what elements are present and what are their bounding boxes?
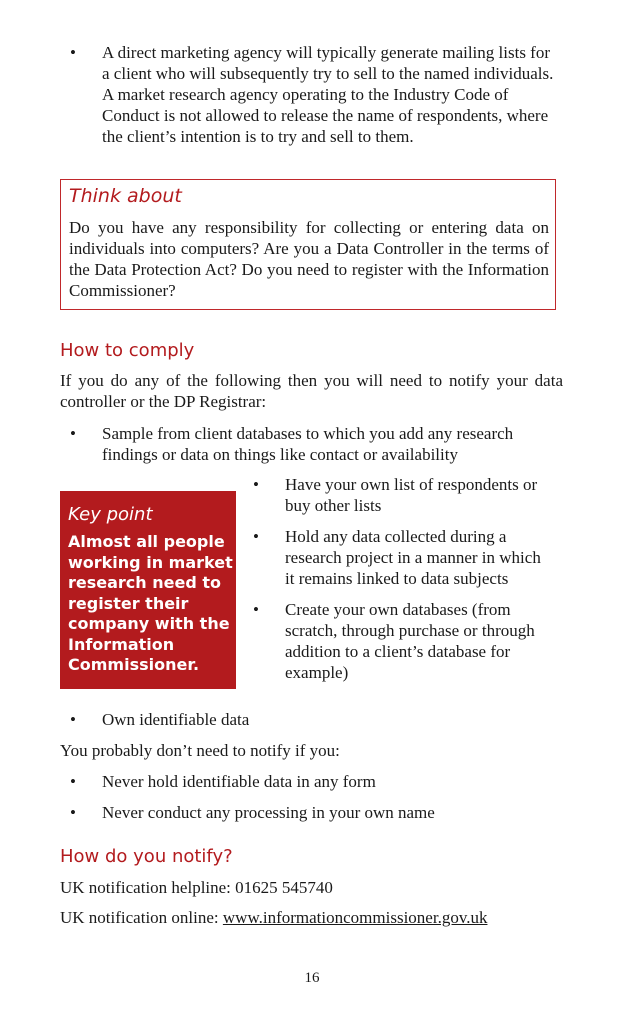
think-about-text: Do you have any responsibility for collecting or entering data on individuals into computers? Are you a Data Controller in the terms of the Data Protection Act? Do you need to register with the Information Commissioner?	[69, 218, 549, 300]
list-item	[60, 42, 560, 147]
bullet-icon: •	[253, 475, 259, 494]
intro-bullet-text: A direct marketing agency will typically generate mailing lists for a client who will subsequently try to sell to the named individuals. A market research agency operating to the Industry Code of Conduct is not allowed to release the name of respondents, where the client’s intention is to try and sell to them.	[102, 43, 554, 146]
list-item	[60, 423, 560, 465]
key-point-text: Almost all people working in market research need to register their company with the Information Commissioner.	[68, 532, 233, 674]
helpline-line	[60, 877, 333, 898]
list-item	[243, 526, 543, 589]
key-point-title: Key point	[68, 504, 153, 525]
no-notify-bullet-text: Never conduct any processing in your own name	[102, 803, 435, 822]
comply-bullet-text: Sample from client databases to which you add any research findings or data on things like contact or availability	[102, 424, 514, 464]
online-line	[60, 907, 487, 928]
bullet-icon: •	[253, 600, 259, 619]
comply-last-bullet-text: Own identifiable data	[102, 710, 250, 729]
comply-right-bullet-text: Create your own databases (from scratch, through purchase or through addition to a client’s database for example)	[285, 600, 535, 682]
how-notify-heading: How do you notify?	[60, 846, 233, 867]
list-item	[243, 474, 543, 516]
online-label: UK notification online:	[60, 908, 223, 927]
comply-right-bullet-text: Hold any data collected during a research project in a manner in which it remains linked to data subjects	[285, 527, 541, 588]
comply-right-bullet-text: Have your own list of respondents or buy other lists	[285, 475, 538, 515]
comply-bullet-list	[60, 423, 560, 465]
intro-bullet-list	[60, 42, 560, 147]
no-notify-bullet-list	[60, 771, 560, 823]
list-item	[60, 802, 560, 823]
bullet-icon: •	[70, 43, 76, 62]
list-item	[60, 709, 560, 730]
page-number: 16	[304, 970, 320, 986]
bullet-icon: •	[70, 710, 76, 729]
how-to-comply-intro: If you do any of the following then you will need to notify your data controller or the DP Registrar:	[60, 371, 563, 411]
bullet-icon: •	[70, 803, 76, 822]
comply-right-bullet-list	[243, 474, 543, 683]
bullet-icon: •	[253, 527, 259, 546]
how-to-comply-heading: How to comply	[60, 340, 195, 361]
key-point-box	[60, 491, 236, 689]
bullet-icon: •	[70, 424, 76, 443]
comply-last-bullet-list	[60, 709, 560, 730]
think-about-box	[60, 179, 556, 310]
no-notify-bullet-text: Never hold identifiable data in any form	[102, 772, 376, 791]
helpline-label: UK notification helpline:	[60, 878, 236, 897]
list-item	[243, 599, 543, 683]
think-about-title: Think about	[69, 185, 182, 207]
information-commissioner-link[interactable]: www.informationcommissioner.gov.uk	[222, 908, 488, 927]
helpline-number: 01625 545740	[235, 878, 333, 897]
list-item	[60, 771, 560, 792]
bullet-icon: •	[70, 772, 76, 791]
no-notify-intro: You probably don’t need to notify if you:	[60, 741, 340, 760]
